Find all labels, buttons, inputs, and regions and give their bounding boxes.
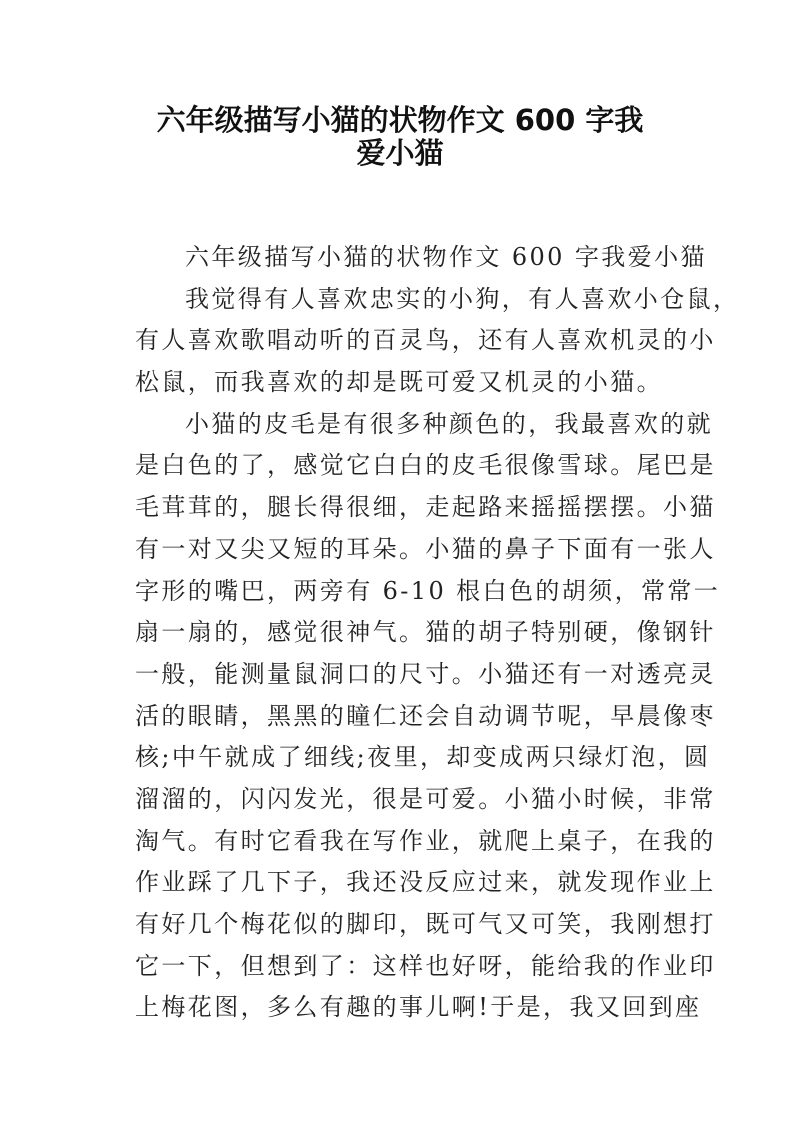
text-line: 松鼠，而我喜欢的却是既可爱又机灵的小猫。 [135,368,663,397]
document-body [135,237,740,1029]
text-line: 六年级描写小猫的状物作文 600 字我爱小猫 [185,243,707,271]
text-line: 毛茸茸的，腿长得很细，走起路来摇摇摆摆。小猫 [135,493,716,522]
text-line: 它一下，但想到了：这样也好呀，能给我的作业印 [135,951,716,980]
text-line: 活的眼睛，黑黑的瞳仁还会自动调节呢，早晨像枣 [135,701,716,730]
paragraph [135,237,707,279]
text-line: 字形的嘴巴，两旁有 6-10 根白色的胡须，常常一 [135,576,721,605]
text-line: 有人喜欢歌唱动听的百灵鸟，还有人喜欢机灵的小 [135,326,716,355]
text-line: 小猫的皮毛是有很多种颜色的，我最喜欢的就 [185,409,713,438]
text-line: 核;中午就成了细线;夜里，却变成两只绿灯泡，圆 [135,743,711,772]
title-line: 六年级描写小猫的状物作文 600 字我 [156,103,644,137]
text-line: 扇一扇的，感觉很神气。猫的胡子特别硬，像钢针 [135,618,716,647]
text-line: 溜溜的，闪闪发光，很是可爱。小猫小时候，非常 [135,784,716,813]
paragraph [135,404,721,1029]
text-line: 一般，能测量鼠洞口的尺寸。小猫还有一对透亮灵 [135,659,716,688]
text-line: 是白色的了，感觉它白白的皮毛很像雪球。尾巴是 [135,451,716,480]
text-line: 上梅花图，多么有趣的事儿啊!于是，我又回到座 [135,993,702,1022]
text-line: 淘气。有时它看我在写作业，就爬上桌子，在我的 [135,826,716,855]
text-line: 有一对又尖又短的耳朵。小猫的鼻子下面有一张人 [135,534,716,563]
title-line: 爱小猫 [356,136,444,170]
text-line: 作业踩了几下子，我还没反应过来，就发现作业上 [135,868,716,897]
document-title [0,104,800,170]
text-line: 有好几个梅花似的脚印，既可气又可笑，我刚想打 [135,910,716,938]
text-line: 我觉得有人喜欢忠实的小狗，有人喜欢小仓鼠， [185,284,740,313]
paragraph [135,279,740,404]
